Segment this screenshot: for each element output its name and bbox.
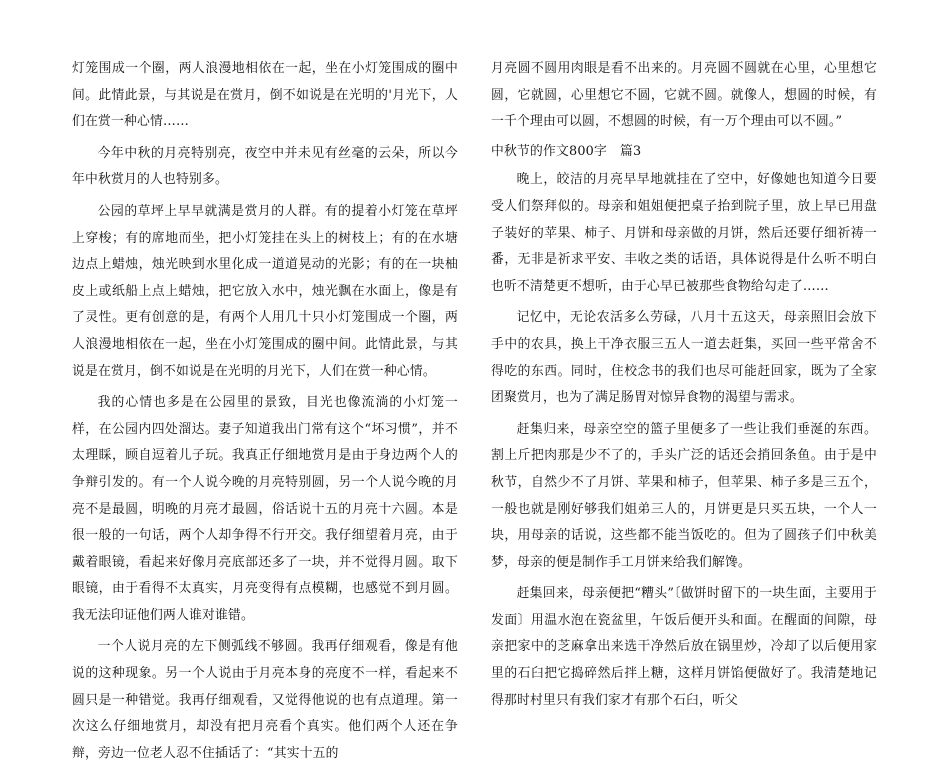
- paragraph: 赶集归来，母亲空空的篮子里便多了一些让我们垂涎的东西。割上斤把肉那是少不了的，手头广泛的话还会捎回条鱼。由于是中秋节，自然少不了月饼、苹果和柿子，但苹果、柿子多是三五个，一般也就是刚好够我们姐弟三人的，月饼更是只买五块，一个人一块，用母亲的话说，这些都不能当饭吃的。但为了圆孩子们中秋美梦，母亲的便是制作手工月饼来给我们解馋。: [491, 421, 877, 570]
- paragraph: 今年中秋的月亮特别亮，夜空中并未见有丝毫的云朵，所以今年中秋赏月的人也特别多。: [72, 145, 458, 188]
- paragraph: 灯笼围成一个圈，两人浪漫地相依在一起，坐在小灯笼围成的圈中间。此情此景，与其说是在赏月，倒不如说是在光明的'月光下，人们在赏一种心情……: [72, 61, 458, 130]
- paragraph: 晚上，皎洁的月亮早早地就挂在了空中，好像她也知道今日要受人们祭拜似的。母亲和姐姐便把桌子抬到院子里，放上早已用盘子装好的苹果、柿子、月饼和母亲做的月饼，然后还要仔细祈祷一番，无非是祈求平安、丰收之类的话语，具体说得是什么听不明白也听不清楚更不想听，由于心早已被那些食物给勾走了……: [491, 172, 877, 294]
- paragraph: 一个人说月亮的左下侧弧线不够圆。我再仔细观看，像是有他说的这种现象。另一个人说由于月亮本身的亮度不一样，看起来不圆只是一种错觉。我再仔细观看，又觉得他说的也有点道理。第一次这么仔细地赏月，却没有把月亮看个真实。他们两个人还在争辩，旁边一位老人忍不住插话了：“其实十五的: [72, 639, 458, 761]
- left-column: [72, 56, 458, 767]
- paragraph: 我的心情也多是在公园里的景致，目光也像流淌的小灯笼一样，在公园内四处溜达。妻子知道我出门常有这个“坏习惯”，并不太理睬，顾自逗着儿子玩。我真正仔细地赏月是由于身边两个人的争辩引发的。有一个人说今晚的月亮特别圆，另一个人说今晚的月亮不是最圆，明晚的月亮才最圆，俗话说十五的月亮十六圆。本是很一般的一句话，两个人却争得不行开交。我仔细望着月亮，由于戴着眼镜，看起来好像月亮底部还多了一块，并不觉得月圆。取下眼镜，由于看得不太真实，月亮变得有点模糊，也感觉不到月圆。我无法印证他们两人谁对谁错。: [72, 395, 458, 623]
- paragraph: 记忆中，无论农活多么劳碌，八月十五这天，母亲照旧会放下手中的农具，换上干净衣服三五人一道去赶集，买回一些平常舍不得吃的东西。同时，住校念书的我们也尽可能赶回家，既为了全家团聚赏月，也为了满足肠胃对惊异食物的渴望与需求。: [491, 310, 877, 406]
- paragraph: 月亮圆不圆用肉眼是看不出来的。月亮圆不圆就在心里，心里想它圆，它就圆，心里想它不圆，它就不圆。就像人，想圆的时候，有一千个理由可以圆，不想圆的时候，有一万个理由可以不圆。”: [491, 61, 877, 130]
- right-column: [491, 56, 877, 714]
- paragraph: 赶集回来，母亲便把“糟头”〔做饼时留下的一块生面，主要用于发面〕用温水泡在瓷盆里，午饭后便开头和面。在醒面的间隙，母亲把家中的芝麻拿出来选干净然后放在锅里炒，冷却了以后便用家里的石臼把它捣碎然后拌上糖，这样月饼馅便做好了。我清楚地记得那时村里只有我们家才有那个石臼，听父: [491, 586, 877, 708]
- section-heading: 中秋节的作文800字 篇3: [491, 143, 642, 159]
- paragraph: 公园的草坪上早早就满是赏月的人群。有的提着小灯笼在草坪上穿梭；有的席地而坐，把小灯笼挂在头上的树枝上；有的在水塘边点上蜡烛，烛光映到水里化成一道道晃动的光影；有的在一块柚皮上或纸船上点上蜡烛，把它放入水中，烛光飘在水面上，像是有了灵性。更有创意的是，有两个人用几十只小灯笼围成一个圈，两人浪漫地相依在一起，坐在小灯笼围成的圈中间。此情此景，与其说是在赏月，倒不如说是在光明的月光下，人们在赏一种心情。: [72, 203, 458, 379]
